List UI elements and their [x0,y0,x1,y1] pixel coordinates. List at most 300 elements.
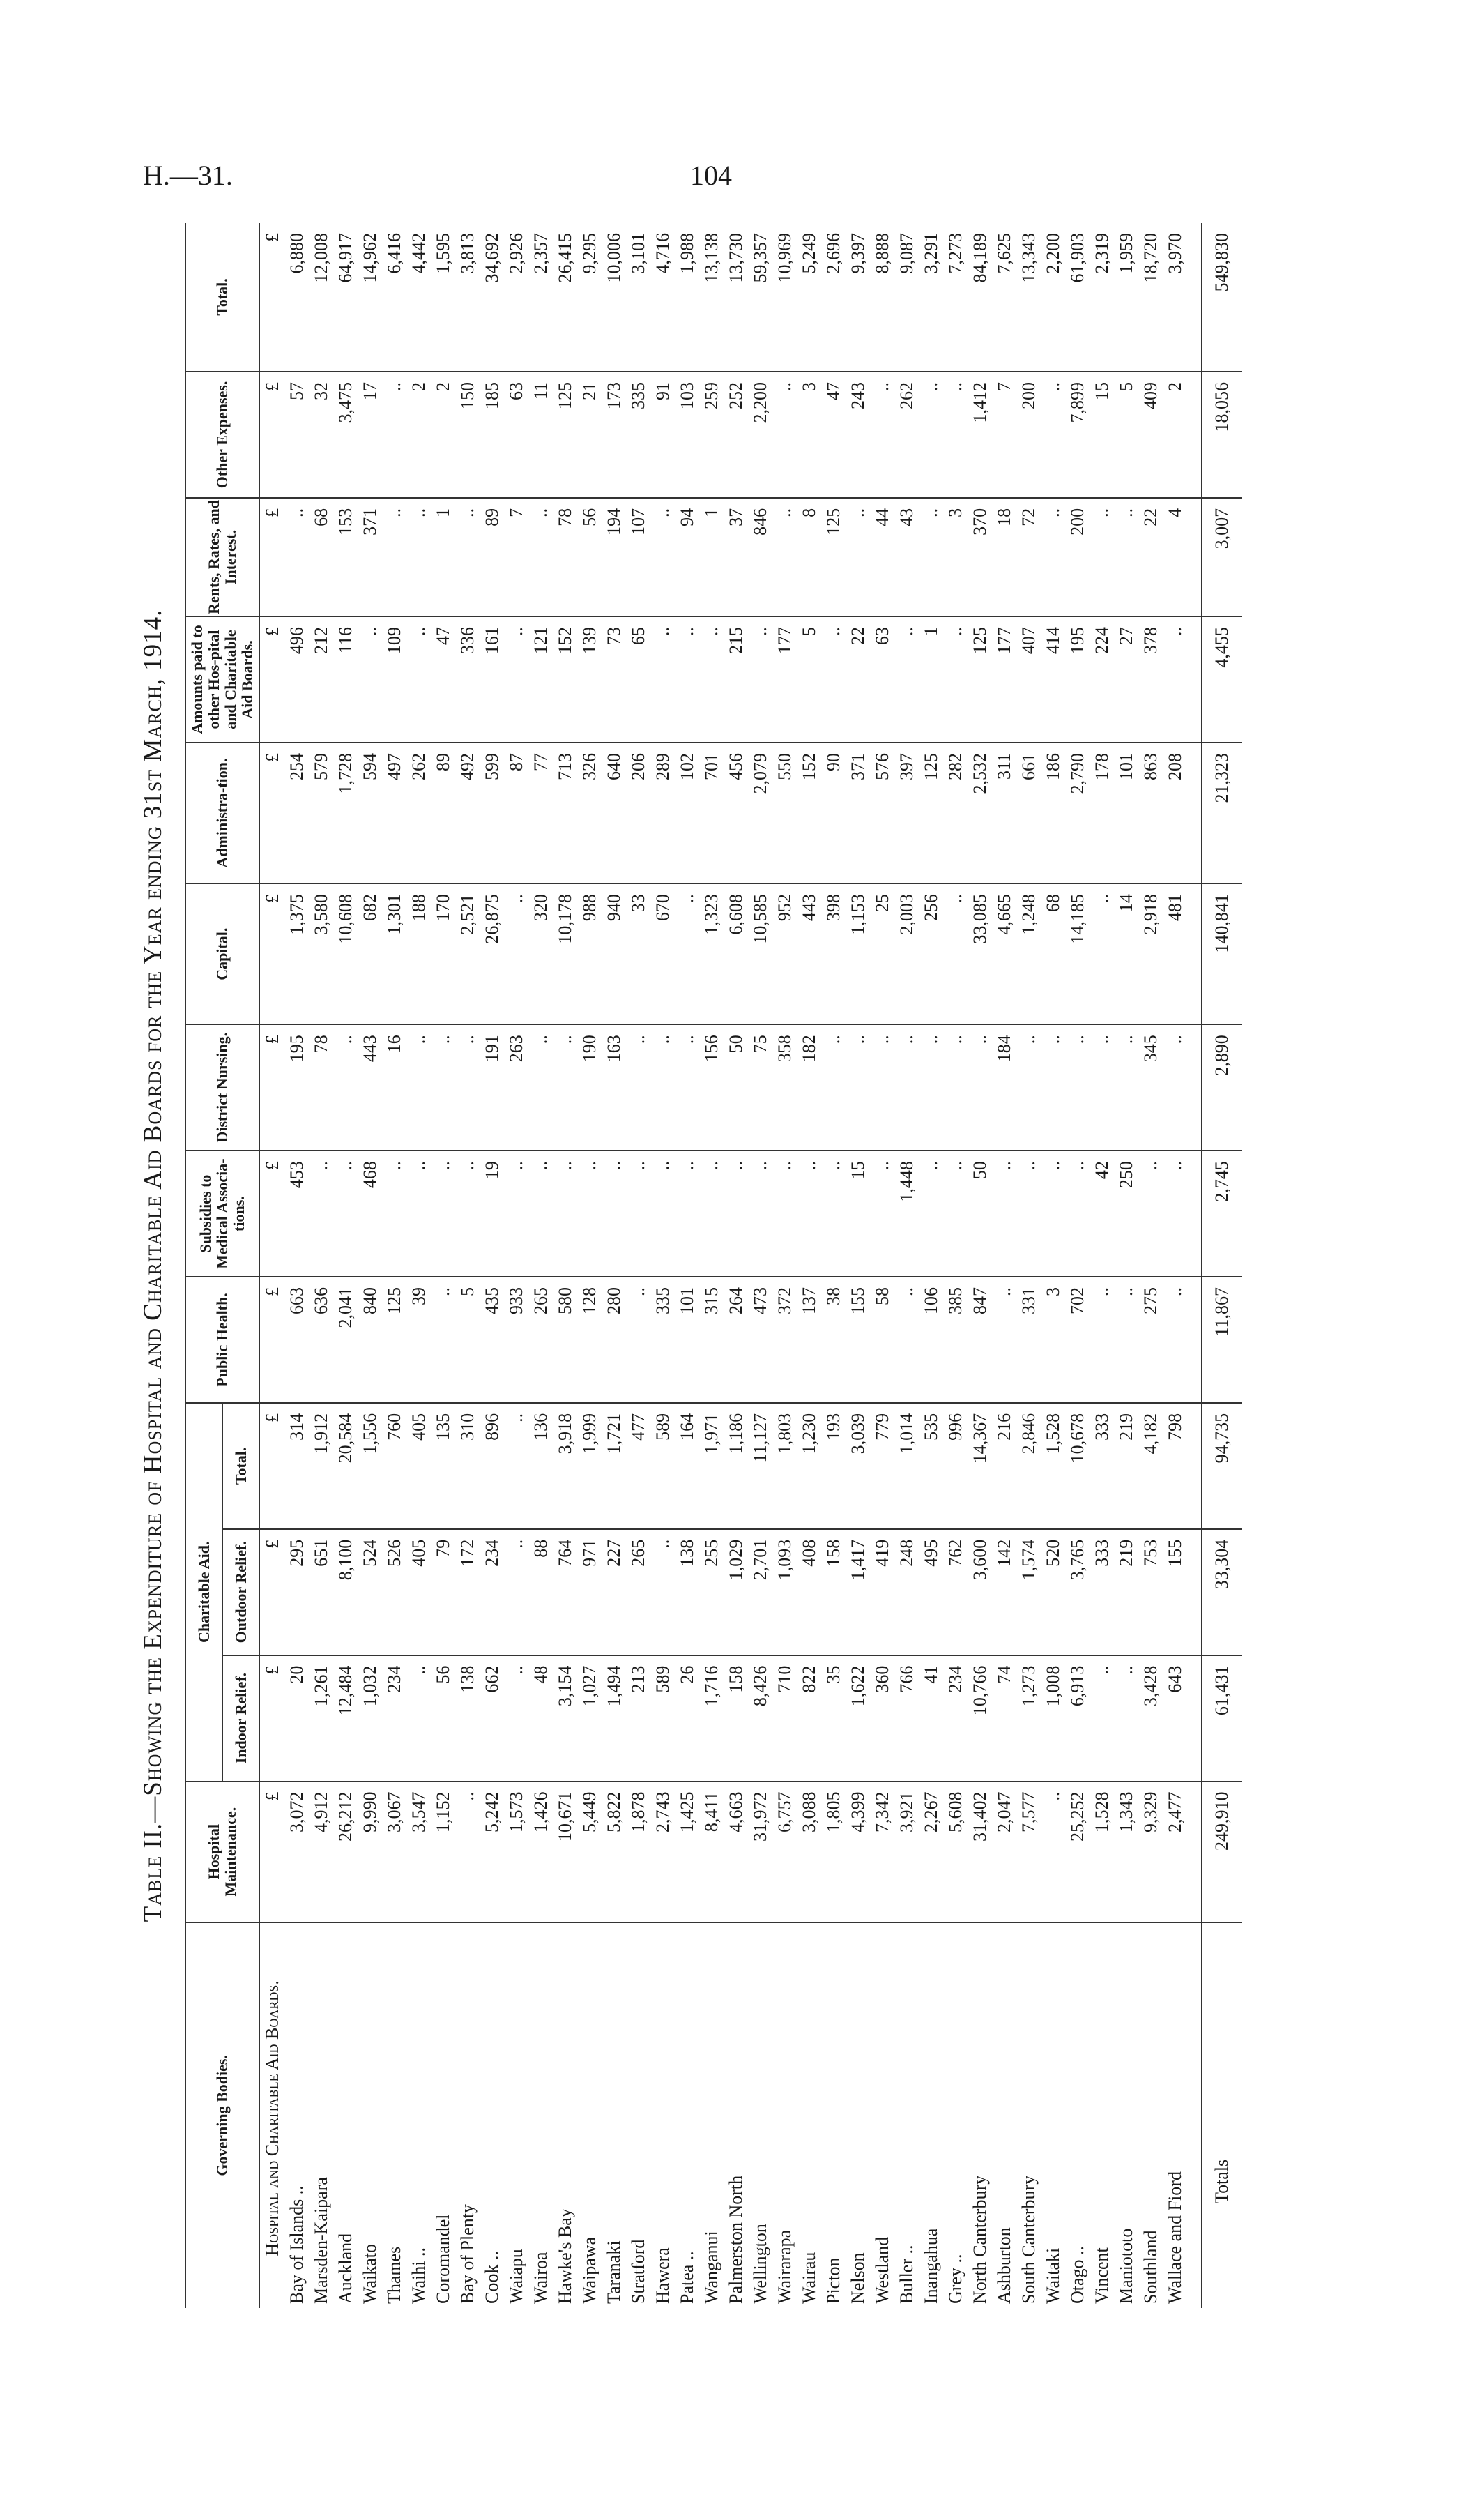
spacer-row [1187,223,1202,2308]
table-row [1041,223,1065,2308]
cell-rents: .. [1090,498,1114,616]
cell-total: 3,813 [455,223,480,372]
table-row [821,223,846,2308]
cell-chartotal: 135 [431,1403,455,1529]
cell-other: 262 [894,372,919,498]
cell-total: 5,249 [797,223,821,372]
cell-public: 128 [577,1277,602,1403]
cell-outdoor: 219 [1114,1529,1138,1655]
cell-total: 2,696 [821,223,846,372]
cell-rents: .. [1041,498,1065,616]
cell-outdoor: 248 [894,1529,919,1655]
cell-outdoor: 88 [528,1529,553,1655]
table-row [455,223,480,2308]
cell-hospital: 9,990 [358,1782,382,1922]
cell-outdoor: 172 [455,1529,480,1655]
spacer-cell [1187,1024,1202,1151]
cell-hospital: 1,805 [821,1782,846,1922]
cell-other: 91 [650,372,675,498]
cell-hospital: 5,822 [602,1782,626,1922]
cell-indoor: 12,484 [333,1655,358,1782]
cell-rents: .. [650,498,675,616]
table-row [406,223,431,2308]
cell-capital: 4,665 [992,883,1016,1024]
table-row [1163,223,1187,2308]
col-indoor-relief: Indoor Relief. [222,1655,259,1782]
cell-rents: 200 [1065,498,1090,616]
cell-other: 2 [431,372,455,498]
cell-rents: 68 [309,498,333,616]
cell-district: 50 [724,1024,748,1151]
cell-outdoor: 255 [699,1529,724,1655]
cell-amounts: 109 [382,616,406,743]
cell-amounts: .. [650,616,675,743]
cell-other: 1,412 [968,372,992,498]
cell-outdoor: 3,765 [1065,1529,1090,1655]
cell-admin: 713 [553,743,577,883]
cell-subsidies: .. [431,1151,455,1277]
cell-outdoor: 405 [406,1529,431,1655]
currency-symbol: £ [259,223,284,372]
cell-amounts: 22 [846,616,870,743]
spacer-cell [1187,1151,1202,1277]
cell-total: 2,200 [1041,223,1065,372]
cell-public: 435 [480,1277,504,1403]
cell-total: 9,087 [894,223,919,372]
cell-total: 34,692 [480,223,504,372]
cell-capital: .. [504,883,528,1024]
cell-subsidies: 468 [358,1151,382,1277]
cell-subsidies: .. [1138,1151,1163,1277]
cell-chartotal: 477 [626,1403,650,1529]
table-row [309,223,333,2308]
cell-other: .. [919,372,943,498]
cell-indoor: 662 [480,1655,504,1782]
cell-public: 265 [528,1277,553,1403]
cell-admin: 701 [699,743,724,883]
cell-hospital: 2,743 [650,1782,675,1922]
cell-public: .. [1114,1277,1138,1403]
cell-hospital: 1,425 [675,1782,699,1922]
cell-hospital: 6,757 [772,1782,797,1922]
cell-rents: .. [284,498,309,616]
table-row [358,223,382,2308]
cell-hospital: 31,972 [748,1782,772,1922]
cell-district: .. [431,1024,455,1151]
cell-rents: 43 [894,498,919,616]
row-governing-body: Wallace and Fiord [1165,2171,1185,2304]
cell-admin: 87 [504,743,528,883]
cell-hospital: 5,608 [943,1782,968,1922]
cell-rents: 3 [943,498,968,616]
cell-amounts: .. [675,616,699,743]
row-governing-body: Maniototo [1116,2228,1136,2304]
cell-district: .. [406,1024,431,1151]
cell-outdoor: 971 [577,1529,602,1655]
total-total: 549,830 [1202,223,1242,372]
cell-other: 17 [358,372,382,498]
cell-other: 2,200 [748,372,772,498]
cell-admin: 456 [724,743,748,883]
cell-district: 182 [797,1024,821,1151]
cell-admin: 640 [602,743,626,883]
cell-public: 473 [748,1277,772,1403]
table-row [650,223,675,2308]
cell-capital: .. [675,883,699,1024]
cell-district: .. [675,1024,699,1151]
row-governing-body: Coromandel [433,2214,453,2304]
cell-district: .. [528,1024,553,1151]
cell-indoor: 41 [919,1655,943,1782]
cell-hospital: 5,449 [577,1782,602,1922]
table-row [992,223,1016,2308]
total-capital: 140,841 [1202,883,1242,1024]
cell-rents: 1 [431,498,455,616]
cell-subsidies: .. [650,1151,675,1277]
cell-outdoor: 651 [309,1529,333,1655]
cell-total: 6,880 [284,223,309,372]
spacer-cell [1187,1922,1202,2308]
cell-rents: 107 [626,498,650,616]
cell-hospital: 9,329 [1138,1782,1163,1922]
cell-amounts: 63 [870,616,894,743]
cell-capital: 1,323 [699,883,724,1024]
cell-admin: 2,079 [748,743,772,883]
cell-hospital: 2,267 [919,1782,943,1922]
cell-district: .. [968,1024,992,1151]
total-chartotal: 94,735 [1202,1403,1242,1529]
cell-hospital: 1,573 [504,1782,528,1922]
cell-capital: 256 [919,883,943,1024]
cell-outdoor: 3,600 [968,1529,992,1655]
cell-admin: 326 [577,743,602,883]
cell-subsidies: 453 [284,1151,309,1277]
cell-hospital: 3,067 [382,1782,406,1922]
row-governing-body: Wairarapa [774,2229,795,2304]
total-outdoor: 33,304 [1202,1529,1242,1655]
cell-admin: 371 [846,743,870,883]
cell-subsidies: .. [748,1151,772,1277]
expenditure-table [185,223,1242,2308]
cell-amounts: 496 [284,616,309,743]
cell-other: .. [1041,372,1065,498]
cell-total: 61,903 [1065,223,1090,372]
cell-public: .. [1163,1277,1187,1403]
cell-other: 5 [1114,372,1138,498]
cell-chartotal: 589 [650,1403,675,1529]
cell-total: 2,319 [1090,223,1114,372]
cell-total: 59,357 [748,223,772,372]
cell-outdoor: 227 [602,1529,626,1655]
cell-hospital: 4,663 [724,1782,748,1922]
cell-capital: 940 [602,883,626,1024]
cell-subsidies: .. [821,1151,846,1277]
cell-outdoor: 753 [1138,1529,1163,1655]
table-title [122,223,185,2308]
cell-other: 185 [480,372,504,498]
cell-amounts: .. [406,616,431,743]
cell-public: 315 [699,1277,724,1403]
cell-district: 156 [699,1024,724,1151]
cell-total: 14,962 [358,223,382,372]
col-rents-rates-interest: Rents, Rates, and Interest. [185,498,259,616]
cell-subsidies: .. [406,1151,431,1277]
cell-subsidies: .. [504,1151,528,1277]
spacer-cell [1187,1529,1202,1655]
cell-public: 280 [602,1277,626,1403]
row-governing-body: Thames [384,2246,404,2304]
cell-outdoor: 142 [992,1529,1016,1655]
cell-outdoor: 526 [382,1529,406,1655]
cell-subsidies: 1,448 [894,1151,919,1277]
cell-other: .. [943,372,968,498]
cell-admin: 2,790 [1065,743,1090,883]
cell-outdoor: 524 [358,1529,382,1655]
row-governing-body: Vincent [1092,2247,1112,2304]
cell-indoor: 74 [992,1655,1016,1782]
row-governing-body: Inangahua [921,2228,941,2304]
currency-symbol: £ [259,1655,284,1782]
table-title-prefix: Table II.— [139,1796,167,1922]
total-other: 18,056 [1202,372,1242,498]
cell-total: 9,295 [577,223,602,372]
cell-other: 3 [797,372,821,498]
page-reference: H.—31. [143,160,233,191]
cell-district: .. [1041,1024,1065,1151]
cell-indoor: .. [1090,1655,1114,1782]
cell-chartotal: 136 [528,1403,553,1529]
cell-rents: 78 [553,498,577,616]
cell-amounts: .. [943,616,968,743]
cell-public: 5 [455,1277,480,1403]
cell-rents: 89 [480,498,504,616]
cell-chartotal: 1,803 [772,1403,797,1529]
cell-district: 184 [992,1024,1016,1151]
cell-indoor: 1,261 [309,1655,333,1782]
spacer-cell [1187,883,1202,1024]
cell-admin: 576 [870,743,894,883]
cell-chartotal: 1,971 [699,1403,724,1529]
cell-amounts: 407 [1016,616,1041,743]
cell-public: 155 [846,1277,870,1403]
cell-hospital: 5,242 [480,1782,504,1922]
table-row [846,223,870,2308]
cell-chartotal: 4,182 [1138,1403,1163,1529]
cell-chartotal: 216 [992,1403,1016,1529]
cell-amounts: .. [748,616,772,743]
cell-capital: 6,608 [724,883,748,1024]
col-subsidies: Subsidies to Medical Associa-tions. [185,1151,259,1277]
table-row [1114,223,1138,2308]
col-charitable-aid-group: Charitable Aid. [185,1403,222,1782]
cell-other: 47 [821,372,846,498]
cell-capital: 1,301 [382,883,406,1024]
cell-indoor: 8,426 [748,1655,772,1782]
cell-district: .. [894,1024,919,1151]
cell-total: 10,969 [772,223,797,372]
table-row [772,223,797,2308]
cell-outdoor: 1,029 [724,1529,748,1655]
cell-amounts: 47 [431,616,455,743]
cell-amounts: 125 [968,616,992,743]
cell-capital: .. [1090,883,1114,1024]
cell-amounts: 378 [1138,616,1163,743]
cell-other: 125 [553,372,577,498]
cell-capital: 14,185 [1065,883,1090,1024]
cell-district: .. [1016,1024,1041,1151]
cell-chartotal: 896 [480,1403,504,1529]
cell-other: 3,475 [333,372,358,498]
cell-admin: 492 [455,743,480,883]
cell-chartotal: 193 [821,1403,846,1529]
col-public-health: Public Health. [185,1277,259,1403]
cell-public: 702 [1065,1277,1090,1403]
cell-hospital: 31,402 [968,1782,992,1922]
cell-public: 38 [821,1277,846,1403]
cell-indoor: 3,154 [553,1655,577,1782]
cell-hospital: 3,547 [406,1782,431,1922]
cell-chartotal: 333 [1090,1403,1114,1529]
cell-amounts: 5 [797,616,821,743]
cell-rents: .. [846,498,870,616]
cell-public: 933 [504,1277,528,1403]
cell-admin: 311 [992,743,1016,883]
row-governing-body: Grey .. [945,2254,965,2304]
cell-total: 4,716 [650,223,675,372]
row-governing-body: Waiapu [506,2249,526,2304]
cell-total: 1,959 [1114,223,1138,372]
cell-rents: 4 [1163,498,1187,616]
cell-capital: 320 [528,883,553,1024]
table-row [626,223,650,2308]
cell-amounts: 215 [724,616,748,743]
cell-rents: 7 [504,498,528,616]
cell-public: 840 [358,1277,382,1403]
cell-subsidies: .. [333,1151,358,1277]
cell-subsidies: .. [699,1151,724,1277]
cell-amounts: 116 [333,616,358,743]
cell-public: 101 [675,1277,699,1403]
cell-rents: 8 [797,498,821,616]
cell-rents: .. [528,498,553,616]
cell-capital: 10,608 [333,883,358,1024]
cell-total: 7,273 [943,223,968,372]
cell-other: 243 [846,372,870,498]
cell-subsidies: .. [382,1151,406,1277]
cell-rents: 125 [821,498,846,616]
cell-subsidies: .. [772,1151,797,1277]
currency-symbol: £ [259,1782,284,1922]
cell-hospital: 1,528 [1090,1782,1114,1922]
cell-district: 190 [577,1024,602,1151]
cell-other: 21 [577,372,602,498]
cell-capital: 670 [650,883,675,1024]
cell-amounts: 65 [626,616,650,743]
cell-district: 191 [480,1024,504,1151]
cell-admin: 579 [309,743,333,883]
total-rents: 3,007 [1202,498,1242,616]
total-indoor: 61,431 [1202,1655,1242,1782]
cell-outdoor: 2,701 [748,1529,772,1655]
cell-district: .. [455,1024,480,1151]
cell-rents: 370 [968,498,992,616]
currency-symbol: £ [259,616,284,743]
cell-district: .. [626,1024,650,1151]
cell-chartotal: 760 [382,1403,406,1529]
cell-indoor: .. [504,1655,528,1782]
cell-other: 57 [284,372,309,498]
cell-rents: .. [1114,498,1138,616]
currency-symbol: £ [259,1277,284,1403]
cell-total: 13,138 [699,223,724,372]
cell-indoor: 1,027 [577,1655,602,1782]
cell-amounts: 212 [309,616,333,743]
col-outdoor-relief: Outdoor Relief. [222,1529,259,1655]
cell-rents: 846 [748,498,772,616]
cell-admin: 125 [919,743,943,883]
cell-public: 106 [919,1277,943,1403]
cell-capital: 682 [358,883,382,1024]
spacer-cell [1187,223,1202,372]
row-governing-body: Wairau [799,2252,819,2304]
cell-outdoor: 138 [675,1529,699,1655]
row-governing-body: Buller .. [896,2245,917,2304]
cell-subsidies: .. [455,1151,480,1277]
cell-hospital: 10,671 [553,1782,577,1922]
cell-chartotal: 996 [943,1403,968,1529]
cell-district: .. [870,1024,894,1151]
col-administration: Administra-tion. [185,743,259,883]
cell-other: .. [382,372,406,498]
cell-chartotal: 405 [406,1403,431,1529]
cell-subsidies: .. [309,1151,333,1277]
totals-label: Totals [1202,1922,1242,2308]
cell-indoor: 1,008 [1041,1655,1065,1782]
cell-amounts: 73 [602,616,626,743]
cell-public: 3 [1041,1277,1065,1403]
cell-indoor: 158 [724,1655,748,1782]
cell-admin: 254 [284,743,309,883]
cell-subsidies: .. [797,1151,821,1277]
cell-amounts: 224 [1090,616,1114,743]
cell-indoor: 1,032 [358,1655,382,1782]
cell-amounts: .. [821,616,846,743]
spacer-cell [1187,1655,1202,1782]
table-row [553,223,577,2308]
cell-total: 3,970 [1163,223,1187,372]
cell-admin: 661 [1016,743,1041,883]
table-row [1065,223,1090,2308]
cell-subsidies: .. [1065,1151,1090,1277]
cell-capital: 3,580 [309,883,333,1024]
cell-district: 163 [602,1024,626,1151]
currency-symbol: £ [259,883,284,1024]
cell-hospital: 7,342 [870,1782,894,1922]
cell-capital: 33 [626,883,650,1024]
cell-outdoor: 520 [1041,1529,1065,1655]
cell-outdoor: 295 [284,1529,309,1655]
cell-outdoor: .. [650,1529,675,1655]
cell-chartotal: 11,127 [748,1403,772,1529]
table-row [480,223,504,2308]
cell-rents: .. [455,498,480,616]
cell-indoor: 20 [284,1655,309,1782]
cell-amounts: 195 [1065,616,1090,743]
cell-district: 263 [504,1024,528,1151]
cell-subsidies: .. [675,1151,699,1277]
cell-capital: 2,918 [1138,883,1163,1024]
cell-indoor: 360 [870,1655,894,1782]
